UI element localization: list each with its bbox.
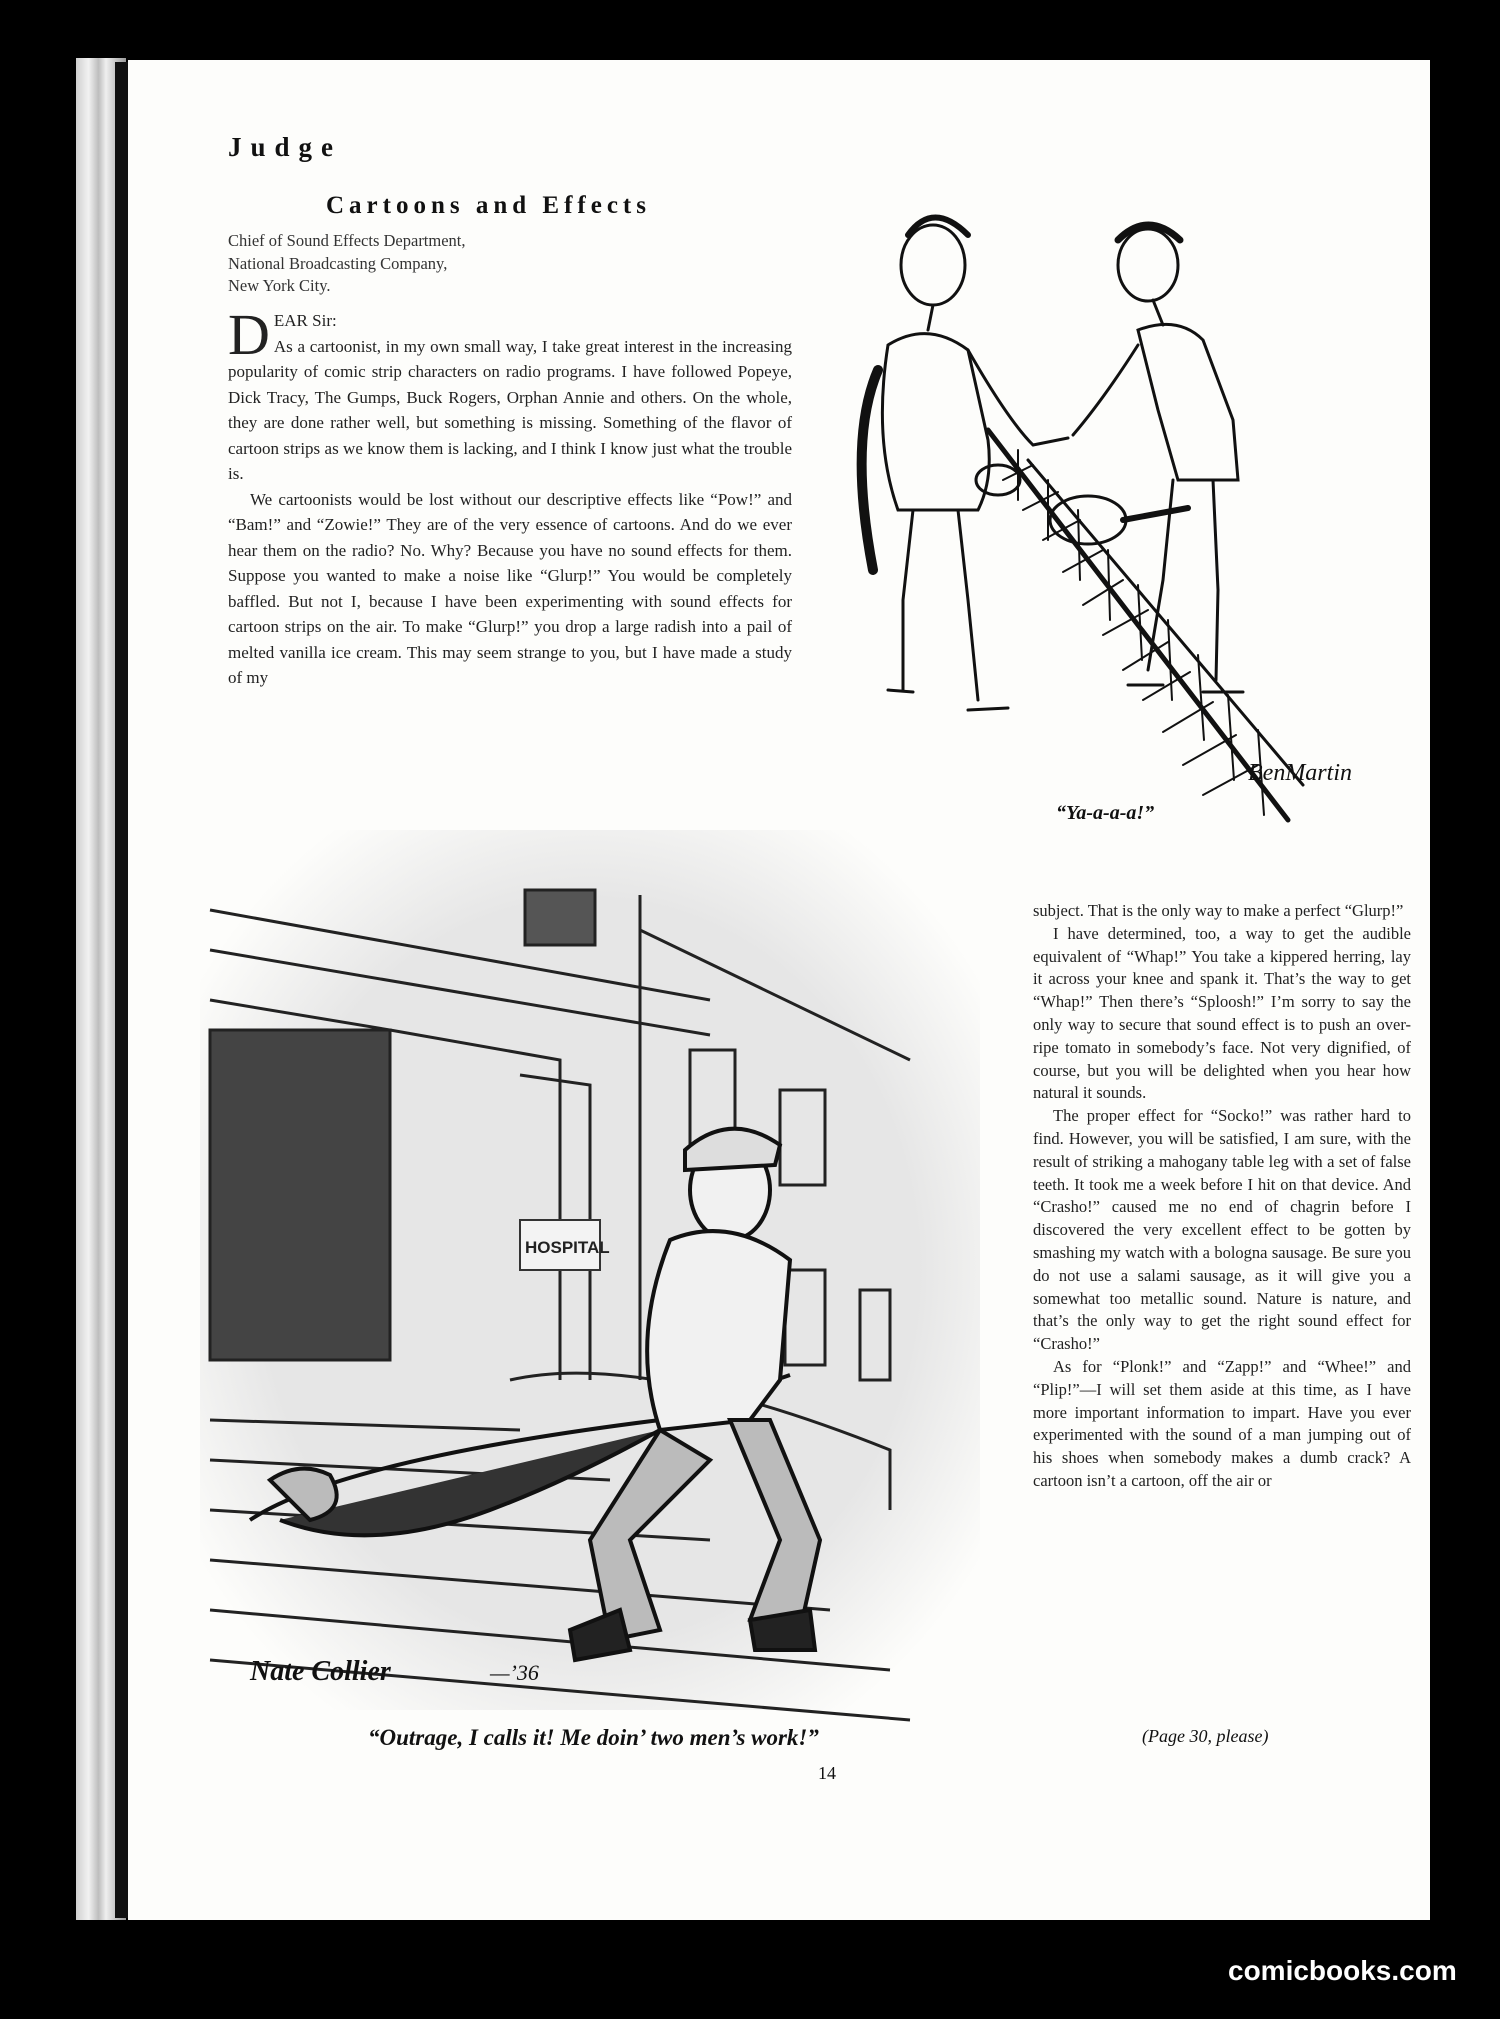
artist-date-bottom: —’36 xyxy=(490,1660,539,1685)
paragraph-2: We cartoonists would be lost without our descriptive effects like “Pow!” and “Bam!” and “Zowie!” They are of the very essence of cartoons. And do we ever hear them on the radio? No. Why? Because you have no sound effects for them. Suppose you wanted to make a noise like “Glurp!” You would be completely baffled. But not I, because I have been experimenting with sound effects for cartoon strips on the air. To make “Glurp!” you drop a large radish into a pail of melted vanilla ice cream. This may seem strange to you, but I have made a study of my xyxy=(228,489,792,687)
paragraph-5: As for “Plonk!” and “Zapp!” and “Whee!” and “Plip!”—I will set them aside at this time, as I have more important information to impart. Have you ever experimented with the sound of a man jumping out of his shoes when somebody makes a dumb crack? A cartoon isn’t a cartoon, off the air or xyxy=(1033,1356,1411,1490)
drop-cap: D xyxy=(228,302,270,367)
hospital-sign-text: HOSPITAL xyxy=(525,1238,610,1257)
letter-opening xyxy=(228,302,792,487)
magazine-page xyxy=(128,60,1430,1920)
paragraph-4: The proper effect for “Socko!” was rather hard to find. However, you will be satisfied, I am sure, with the result of striking a mahogany table leg with a set of false teeth. It took me a week before I hit on that device. And “Crasho!” caused me no end of chagrin before I discovered the very excellent effect to be gotten by smashing my watch with a bologna sausage. Be sure you do not use a salami sausage, as it will give you a somewhat too metallic sound. Nature is nature, and that’s the only way to get the right sound effect for “Crasho!” xyxy=(1033,1106,1411,1354)
article-column-right xyxy=(1033,900,1411,1493)
continued-on-page-note: (Page 30, please) xyxy=(1142,1726,1269,1746)
watermark-text: comicbooks.com xyxy=(1228,1955,1457,1986)
page-number: 14 xyxy=(818,1763,836,1783)
address-line: National Broadcasting Company, xyxy=(228,253,448,273)
artist-signature-bottom: Nate Collier xyxy=(250,1656,391,1687)
caption-bottom-cartoon: “Outrage, I calls it! Me doin’ two men’s work!” xyxy=(368,1725,819,1750)
paragraph-2-continued: subject. That is the only way to make a perfect “Glurp!” xyxy=(1033,901,1404,920)
article-column-left xyxy=(228,302,792,691)
magazine-header: Judge xyxy=(228,132,343,162)
tennis-cartoon-illustration xyxy=(818,180,1378,840)
salutation: EAR Sir: xyxy=(273,311,337,330)
paragraph-3: I have determined, too, a way to get the audible equivalent of “Whap!” You take a kippered herring, lay it across your knee and spank it. That’s the way to get “Whap!” Then there’s “Sploosh!” I’m sorry to say the only way to secure that sound effect is to push an over-ripe tomato in somebody’s face. Not very dignified, of course, but you will be delighted when you hear how natural it sounds. xyxy=(1033,923,1411,1103)
hospital-cartoon-illustration xyxy=(190,820,990,1740)
artist-signature-top: BenMartin xyxy=(1248,760,1352,786)
article-title: Cartoons and Effects xyxy=(326,192,651,219)
paragraph-1: As a cartoonist, in my own small way, I take great interest in the increasing popularity of comic strip characters on radio programs. I have followed Popeye, Dick Tracy, The Gumps, Buck Rogers, Orphan Annie and others. On the whole, they are done rather well, but something is missing. Something of the flavor of cartoon strips as we know them is lacking, and I think I know just what the trouble is. xyxy=(228,336,792,483)
address-line: New York City. xyxy=(228,276,331,295)
address-block xyxy=(228,230,466,298)
address-line: Chief of Sound Effects Department, xyxy=(228,231,466,250)
caption-top-cartoon: “Ya-a-a-a!” xyxy=(1056,802,1155,824)
